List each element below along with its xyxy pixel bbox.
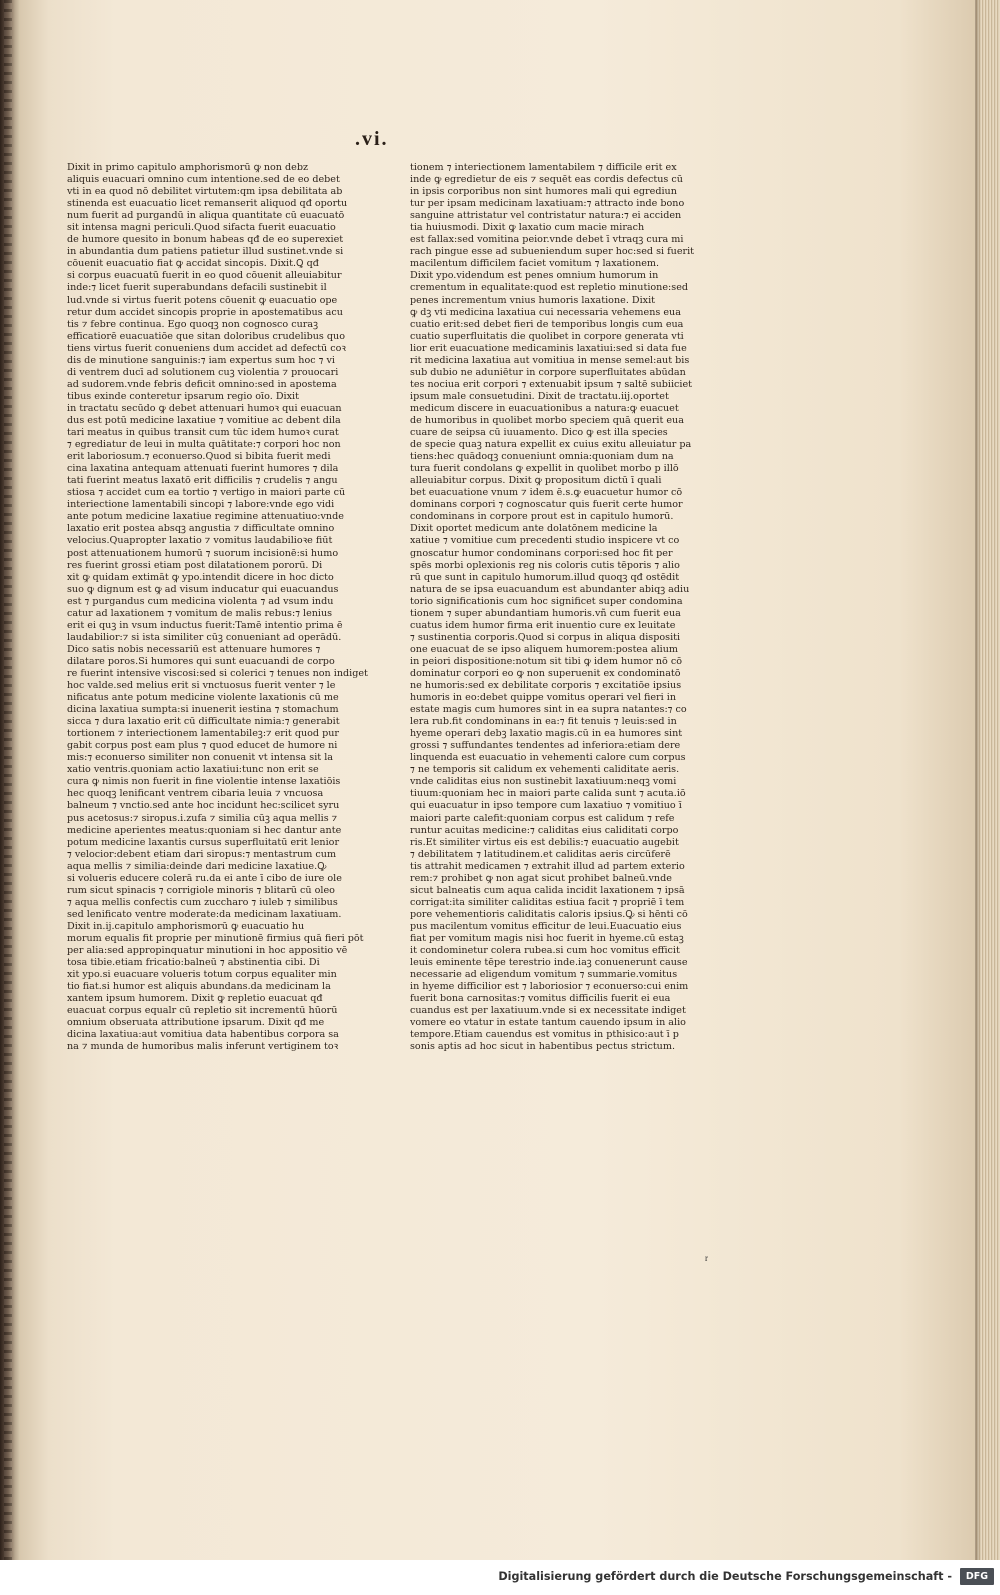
text-line: necessarie ad eligendum vomitum ⁊ summarie.vomitus bbox=[410, 969, 678, 981]
text-line: ris.Et similiter virtus eis est debilis:⁊ euacuatio augebit bbox=[410, 836, 679, 848]
text-line: torio significationis cum hoc significet super condomina bbox=[410, 595, 683, 607]
text-line: de specie quaꝫ natura expellit ex cuius exitu alleuiatur pa bbox=[410, 439, 692, 451]
text-line: rū que sunt in capitulo humorum.illud quoqꝫ qđ ostēdit bbox=[410, 571, 680, 583]
text-line: est fallax:sed vomitina peior.vnde debet ī vtraqꝫ cura mi bbox=[410, 234, 684, 246]
text-line: leuis eminente tēpe terestrio inde.iaꝫ conuenerunt cause bbox=[410, 957, 688, 969]
text-line: erit laboriosum.⁊ econuerso.Quod si bibita fuerit medi bbox=[67, 451, 331, 463]
text-line: dicina laxatiua:aut vomitiua data habentibus corpora sa bbox=[67, 1029, 339, 1041]
text-line: cuatus idem humor firma erit inuentio cure ex leuitate bbox=[410, 619, 676, 631]
text-line: fuerit bona carnositas:⁊ vomitus difficilis fuerit ei eua bbox=[410, 993, 671, 1005]
footer-bar bbox=[0, 1560, 1000, 1595]
text-line: potum medicine laxantis cursus superfluitatū erit lenior bbox=[67, 836, 340, 848]
text-line: sub dubio ne aduniētur in corpore superfluitates abūdan bbox=[410, 366, 686, 378]
text-line: xatiue ⁊ vomitiue cum precedenti studio inspicere vt co bbox=[410, 535, 680, 547]
text-line: condominans in corpore prout est in capitulo humorū. bbox=[410, 511, 674, 523]
text-line: alleuiabitur corpus. Dixit ꝙ propositum dictū ī quali bbox=[410, 475, 662, 487]
text-line: cura ꝙ nimis non fuerit in fine violentie intense laxatiōis bbox=[67, 776, 341, 788]
text-line: si volueris educere colerā ru.da ei ante ī cibo de iure ole bbox=[67, 872, 342, 884]
text-line: rum sicut spinacis ⁊ corrigiole minoris ⁊ blitarū cū oleo bbox=[67, 884, 335, 896]
text-line: tura fuerit condolans ꝙ expellit in quolibet morbo p illō bbox=[410, 463, 679, 475]
text-line: erit ei quꝫ in vsum inductus fuerit:Tamē intentio prima ē bbox=[67, 619, 343, 631]
text-line: tiens:hec quādoqꝫ conueniunt omnia:quoniam dum na bbox=[410, 451, 674, 463]
text-line: vomere eo vtatur in estate tantum cauendo ipsum in alio bbox=[410, 1017, 686, 1029]
text-line: rem:⁊ prohibet ꝙ non agat sicut prohibet balneū.vnde bbox=[410, 872, 672, 884]
text-line: rit medicina laxatiua aut vomitiua in mense semel:aut bis bbox=[410, 354, 690, 366]
text-line: linquenda est euacuatio in vehementi calore cum corpus bbox=[410, 752, 686, 764]
text-line: na ⁊ munda de humoribus malis inferunt vertiginem toꝛ bbox=[67, 1041, 339, 1053]
text-line: catur ad laxationem ⁊ vomitum de malis rebus:⁊ lenius bbox=[67, 607, 333, 619]
text-line: inde ꝙ egredietur de eis ⁊ sequēt eas cordis defectus cū bbox=[410, 174, 683, 186]
text-line: hoc valde.sed melius erit si vnctuosus fuerit venter ⁊ le bbox=[67, 680, 336, 692]
text-line: vti in ea quod nō debilitet virtutem:qm ipsa debilitata ab bbox=[67, 186, 343, 198]
text-line: cuare de seipsa cū iuuamento. Dico ꝙ est illa species bbox=[410, 427, 668, 439]
text-line: tionem ⁊ interiectionem lamentabilem ⁊ difficile erit ex bbox=[410, 162, 677, 173]
text-line: it condominetur colera rubea.si cum hoc vomitus efficit bbox=[410, 945, 680, 957]
text-line: cuatio erit:sed debet fieri de temporibus longis cum eua bbox=[410, 318, 684, 330]
text-line: rach pingue esse ad subueniendum super hoc:sed si fuerit bbox=[410, 246, 695, 258]
text-line: in abundantia dum patiens patietur illud sustinet.vnde si bbox=[67, 246, 344, 258]
text-line: medicine aperientes meatus:quoniam si hec dantur ante bbox=[67, 824, 342, 836]
text-line: medicum discere in euacuationibus a natura:ꝙ euacuet bbox=[410, 402, 679, 414]
text-line: lera rub.fit condominans in ea:⁊ fit tenuis ⁊ leuis:sed in bbox=[410, 716, 677, 728]
text-line: tosa tibie.etiam fricatio:balneū ⁊ abstinentia cibi. Di bbox=[67, 957, 320, 969]
text-line: pus macilentum vomitus efficitur de leui.Euacuatio eius bbox=[410, 920, 682, 932]
text-line: cina laxatina antequam attenuati fuerint humores ⁊ dila bbox=[67, 463, 339, 475]
text-line: ad sudorem.vnde febris deficit omnino:sed in apostema bbox=[67, 378, 337, 390]
text-line: retur dum accidet sincopis proprie in apostematibus acu bbox=[67, 306, 343, 318]
text-line: runtur acuitas medicine:⁊ caliditas eius caliditati corpo bbox=[410, 824, 679, 836]
text-line: crementum in equalitate:quod est repletio minutione:sed bbox=[410, 282, 689, 294]
text-line: dominatur corpori eo ꝙ non superuenit ex condominatō bbox=[410, 667, 681, 679]
text-line: sanguine attristatur vel contristatur natura:⁊ ei acciden bbox=[410, 210, 682, 222]
text-line: hyeme operari debꝫ laxatio magis.cū in ea humores sint bbox=[410, 728, 683, 740]
text-line: ⁊ aqua mellis confectis cum zuccharo ⁊ iuleb ⁊ similibus bbox=[67, 896, 338, 908]
text-line: penes incrementum vnius humoris laxatione. Dixit bbox=[410, 294, 656, 306]
text-line: pore vehementioris caliditatis caloris ipsius.Ꝙ si hēnti cō bbox=[410, 908, 688, 920]
text-line: interiectione lamentabili sincopi ⁊ labore:vnde ego vidi bbox=[67, 499, 335, 511]
text-line: dilatare poros.Si humores qui sunt euacuandi de corpo bbox=[67, 655, 335, 667]
text-line: stiosa ⁊ accidet cum ea tortio ⁊ vertigo in maiori parte cū bbox=[67, 487, 346, 499]
text-line: ne humoris:sed ex debilitate corporis ⁊ excitatiōe ipsius bbox=[410, 680, 682, 692]
text-line: tempore.Etiam cauendus est vomitus in pthisico:aut ī p bbox=[410, 1029, 679, 1041]
text-line: tiens virtus fuerit conueniens dum accidet ad defectū coꝛ bbox=[67, 342, 346, 354]
text-line: dis de minutione sanguinis:⁊ iam expertus sum hoc ⁊ vi bbox=[67, 354, 335, 366]
text-line: ⁊ debilitatem ⁊ latitudinem.et caliditas aeris circūferē bbox=[410, 848, 671, 860]
text-line: mis:⁊ econuerso similiter non conuenit vt intensa sit la bbox=[67, 752, 333, 764]
text-line: lud.vnde si virtus fuerit potens cōuenit ꝙ euacuatio ope bbox=[67, 294, 338, 306]
right-text-column bbox=[410, 162, 732, 1053]
text-line: tibus exinde conteretur ipsarum regio oīo. Dixit bbox=[67, 390, 299, 402]
text-line: morum equalis fit proprie per minutionē firmius quā fieri pōt bbox=[67, 933, 364, 944]
text-line: tortionem ⁊ interiectionem lamentabileꝫ:⁊ erit quod pur bbox=[67, 728, 340, 740]
folio-number: .vi. bbox=[355, 128, 389, 150]
text-line: ⁊ velocior:debent etiam dari sirοpus:⁊ mentastrum cum bbox=[67, 848, 337, 860]
text-line: num fuerit ad purgandū in aliqua quantitate cū euacuatō bbox=[67, 210, 345, 222]
text-line: tis ⁊ febre continua. Ego quoqꝫ non cognosco curaꝫ bbox=[67, 318, 319, 330]
page-fore-edge bbox=[975, 0, 1000, 1560]
text-line: di ventrem ducī ad solutionem cuꝫ violentia ⁊ prouocari bbox=[67, 366, 339, 378]
text-line: macilentum difficilem faciet vomitum ⁊ laxationem. bbox=[410, 258, 660, 270]
text-line: efficatiorē euacuatiōe que sitan doloribus crudelibus quo bbox=[67, 330, 345, 342]
text-line: in tractatu secūdo ꝙ debet attenuari humoꝛ qui euacuan bbox=[67, 402, 342, 414]
text-line: nificatus ante potum medicine violente laxationis cū me bbox=[67, 692, 339, 704]
text-line: natura de se ipsa euacuandum est abundanter abiqꝫ adiu bbox=[410, 583, 690, 595]
text-line: ⁊ ne temporis sit calidum ex vehementi caliditate aeris. bbox=[410, 764, 680, 776]
text-line: de humore quesito in bonum habeas qđ de eo superexiet bbox=[67, 234, 344, 246]
dfg-logo: DFG bbox=[960, 1568, 994, 1585]
text-line: tis attrahit medicamen ⁊ extrahit illud ad partem exterio bbox=[410, 860, 685, 872]
text-line: sicca ⁊ dura laxatio erit cū difficultate nimia:⁊ generabit bbox=[67, 716, 340, 728]
text-line: Dixit ypo.videndum est penes omnium humorum in bbox=[410, 270, 659, 282]
text-line: post attenuationem humorū ⁊ suorum incisionē:si humo bbox=[67, 547, 339, 559]
text-line: sicut balneatis cum aqua calida incidit laxationem ⁊ ipsā bbox=[410, 884, 685, 896]
text-line: laxatio erit postea absqꝫ angustia ⁊ difficultate omnino bbox=[67, 523, 335, 535]
text-line: fiat per vomitum magis nisi hoc fuerit in hyeme.cū estaꝫ bbox=[410, 933, 684, 944]
text-line: Dixit in.ij.capitulo amphorismorū ꝙ euacuatio hu bbox=[67, 920, 305, 932]
text-line: omnium obseruata attributione ipsarum. Dixit qđ me bbox=[67, 1017, 325, 1029]
text-line: aliquis euacuari omnino cum intentione.sed de eo debet bbox=[67, 174, 340, 186]
text-line: one euacuat de se ipso aliquem humorem:postea alium bbox=[410, 643, 679, 655]
text-line: maiori parte calefit:quoniam corpus est calidum ⁊ refe bbox=[410, 812, 675, 824]
text-line: de humoribus in quolibet morbo speciem quā querit eua bbox=[410, 414, 684, 426]
text-line: res fuerint grossi etiam post dilatationem pororū. Di bbox=[67, 559, 323, 571]
text-line: Dixit oportet medicum ante dolatōnem medicine la bbox=[410, 523, 658, 535]
text-line: tes nociua erit corpori ⁊ extenuabit ipsum ⁊ saltē subiiciet bbox=[410, 378, 692, 390]
text-line: in hyeme difficilior est ⁊ laboriosior ⁊ econuerso:cui enim bbox=[410, 981, 689, 993]
text-line: hec quoqꝫ lenificant ventrem cibaria leuia ⁊ vncuosa bbox=[67, 788, 324, 800]
text-line: ipsum male consuetudini. Dixit de tractatu.iij.oportet bbox=[410, 390, 669, 402]
text-line: dominans corpori ⁊ cognoscatur quis fuerit certe humor bbox=[410, 499, 683, 511]
text-line: sonis aptis ad hoc sicut in habentibus pectus strictum. bbox=[410, 1041, 676, 1053]
text-line: Dixit in primo capitulo amphorismorū ꝙ non debz bbox=[67, 162, 309, 173]
text-line: xantem ipsum humorem. Dixit ꝙ repletio euacuat qđ bbox=[67, 993, 323, 1005]
text-line: qui euacuatur in ipso tempore cum laxatiuo ⁊ vomitiuo ī bbox=[410, 800, 682, 812]
text-line: laudabilior:⁊ si ista similiter cūꝫ conueniant ad operādū. bbox=[67, 631, 342, 643]
text-line: tati fuerint meatus laxatō erit difficilis ⁊ crudelis ⁊ angu bbox=[67, 475, 338, 487]
text-line: tionem ⁊ super abundantiam humoris.vñ cum fuerit eua bbox=[410, 607, 681, 619]
text-line: dus est potū medicine laxatiue ⁊ vomitiue ac debent dila bbox=[67, 414, 341, 426]
text-line: sed lenificato ventre moderate:da medicinam laxatiuam. bbox=[67, 908, 342, 920]
text-line: estate magis cum humores sint in ea supra natantes:⁊ co bbox=[410, 704, 687, 716]
text-line: ꝙ dꝫ vti medicina laxatiua cui necessaria vehemens eua bbox=[410, 306, 681, 318]
text-line: velocius.Quapropter laxatio ⁊ vomitus laudabilioꝛe fiūt bbox=[67, 535, 333, 547]
text-line: grossi ⁊ suffundantes tendentes ad inferiora:etiam dere bbox=[410, 740, 681, 752]
text-line: dicina laxatiua sumpta:si inuenerit iestina ⁊ stomachum bbox=[67, 704, 339, 716]
text-line: per alia:sed appropinquatur minutioni in hoc appositio vē bbox=[67, 945, 348, 957]
text-line: spēs morbi oplexionis reg nis coloris cutis tēporis ⁊ alio bbox=[410, 559, 680, 571]
text-line: tiuum:quoniam hec in maiori parte calida sunt ⁊ acuta.iō bbox=[410, 788, 686, 800]
text-line: gabit corpus post eam plus ⁊ quod educet de humore ni bbox=[67, 740, 338, 752]
text-line: tari meatus in quibus transit cum tūc idem humoꝛ curat bbox=[67, 427, 339, 439]
left-text-column bbox=[67, 162, 385, 1053]
text-line: balneum ⁊ vnctio.sed ante hoc incidunt hec:scilicet syru bbox=[67, 800, 340, 812]
text-line: suo ꝙ dignum est ꝙ ad visum inducatur qui euacuandus bbox=[67, 583, 339, 595]
text-line: re fuerint intensive viscosi:sed si colerici ⁊ tenues non indiget bbox=[67, 667, 368, 679]
text-line: ⁊ sustinentia corporis.Quod si corpus in aliqua dispositi bbox=[410, 631, 681, 643]
signature-mark: r bbox=[705, 1253, 708, 1263]
text-line: tia huiusmodi. Dixit ꝙ laxatio cum macie mirach bbox=[410, 222, 645, 234]
text-line: cuandus est per laxatiuum.vnde si ex necessitate indiget bbox=[410, 1005, 686, 1017]
binding-edge bbox=[0, 0, 20, 1560]
text-line: xit ypo.si euacuare volueris totum corpus equaliter min bbox=[67, 969, 337, 981]
text-line: gnoscatur humor condominans corpori:sed hoc fit per bbox=[410, 547, 673, 559]
text-line: si corpus euacuatū fuerit in eo quod cōuenit alleuiabitur bbox=[67, 270, 342, 282]
text-line: vnde caliditas eius non sustinebit laxatiuum:neqꝫ vomi bbox=[410, 776, 677, 788]
text-line: ⁊ egrediatur de leui in multa quātitate:⁊ corpori hoc non bbox=[67, 439, 341, 451]
text-line: lior erit euacuatione medicaminis laxatiui:sed si data fue bbox=[410, 342, 687, 354]
text-line: euacuat corpus equalr cū repletio sit incrementū hūorū bbox=[67, 1005, 338, 1017]
text-line: xatio ventris.quoniam actio laxatiui:tunc non erit se bbox=[67, 764, 319, 776]
text-line: bet euacuatione vnum ⁊ idem ē.s.ꝙ euacuetur humor cō bbox=[410, 487, 683, 499]
text-line: sit intensa magni periculi.Quod sifacta fuerit euacuatio bbox=[67, 222, 336, 234]
text-line: humoris in eo:debet quippe vomitus operari vel fieri in bbox=[410, 692, 676, 704]
text-line: in peiori dispositione:notum sit tibi ꝙ idem humor nō cō bbox=[410, 655, 683, 667]
text-line: cōuenit euacuatio fiat ꝙ accidat sincopis. Dixit.Ꝗ qđ bbox=[67, 258, 319, 270]
text-line: Dico satis nobis necessariū est attenuare humores ⁊ bbox=[67, 643, 321, 655]
text-line: pus acetosus:⁊ siropus.i.zufa ⁊ similia cūꝫ aqua mellis ⁊ bbox=[67, 812, 338, 824]
text-line: stinenda est euacuatio licet remanserit aliquod qđ oportu bbox=[67, 198, 348, 210]
text-line: est ⁊ purgandus cum medicina violenta ⁊ ad vsum indu bbox=[67, 595, 334, 607]
text-line: tur per ipsam medicinam laxatiuam:⁊ attracto inde bono bbox=[410, 198, 685, 210]
text-line: tio fiat.si humor est aliquis abundans.da medicinam la bbox=[67, 981, 331, 993]
text-line: ante potum medicine laxatiue regimine attenuatiuo:vnde bbox=[67, 511, 344, 523]
funding-credit: Digitalisierung gefördert durch die Deutsche Forschungsgemeinschaft - bbox=[498, 1570, 952, 1583]
text-line: inde:⁊ licet fuerit superabundans defacili sustinebit il bbox=[67, 282, 327, 294]
text-line: corrigat:ita similiter caliditas estiua facit ⁊ propriē ī tem bbox=[410, 896, 685, 908]
text-line: in ipsis corporibus non sint humores mali qui egrediun bbox=[410, 186, 677, 198]
text-line: cuatio superfluitatis die quolibet in corpore generata vti bbox=[410, 330, 684, 342]
text-line: xit ꝙ quidam extimāt ꝙ ypo.intendit dicere in hoc dicto bbox=[67, 571, 334, 583]
text-line: aqua mellis ⁊ similia:deinde dari medicine laxatiue.Ꝙ bbox=[67, 860, 327, 872]
